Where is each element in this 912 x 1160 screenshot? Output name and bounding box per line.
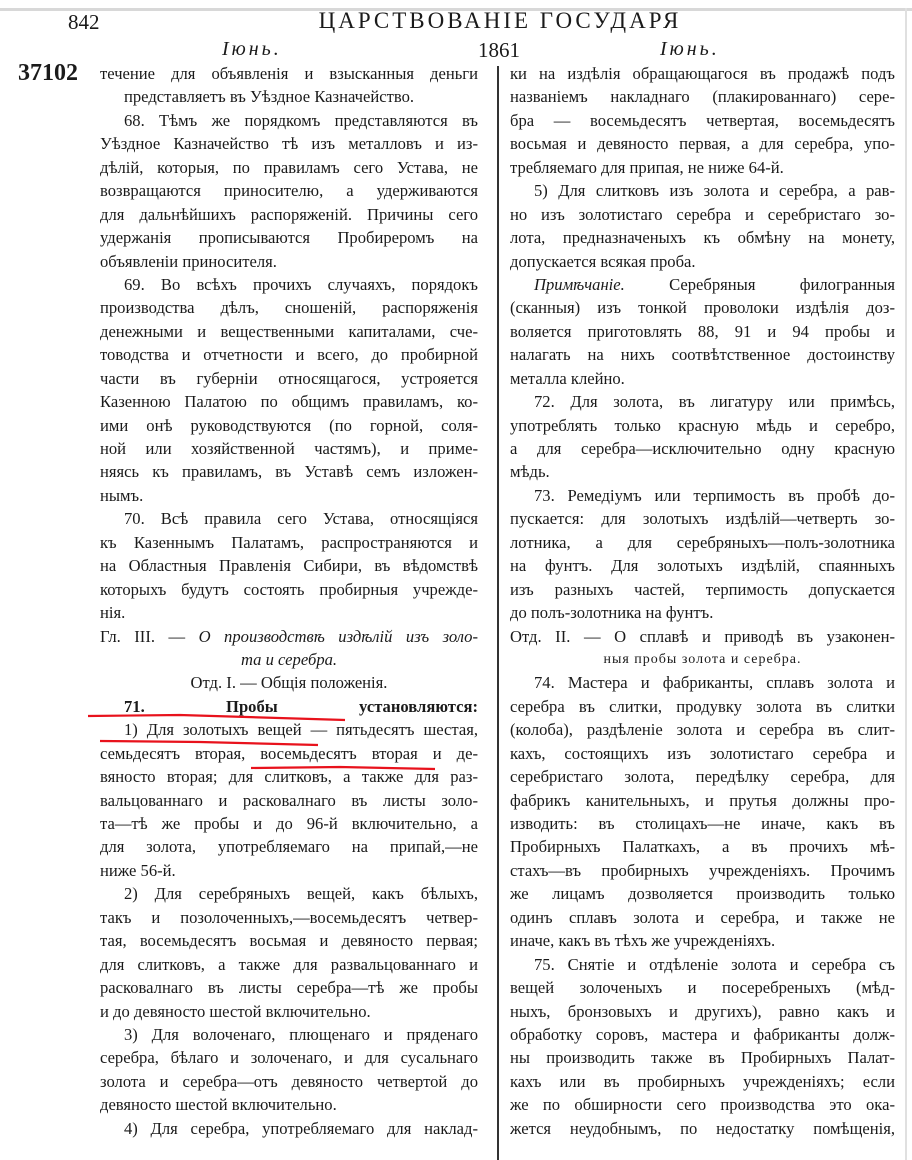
text-line: 69. Во всѣхъ прочихъ случаяхъ, порядокъ [124,274,478,294]
text-line: употреблять только красную мѣдь и серебро, [510,415,895,435]
text-line: на Областныя Правленія Сибири, въ вѣдомствѣ [100,556,478,576]
text-line: 4) Для серебра, употребляемаго для наклад- [124,1118,478,1138]
text-line: воляется приготовлять 88, 91 и 94 пробы и [510,321,895,341]
text-line: на фунтъ. Для золотыхъ издѣлій, спаянныхъ [510,556,895,576]
section-number: 37102 [18,60,78,86]
text-line: 71. Пробы установляются: [124,696,478,716]
underline-mark [100,741,318,745]
year: 1861 [478,38,520,62]
text-line: къ Казеннымъ Палатамъ, распространяются и [100,532,478,552]
text-line: вещей золоченыхъ и посеребреныхъ (мѣд- [510,978,895,998]
text-line: Казенною Палатою по общимъ правиламъ, ко- [100,392,478,412]
text-line: пускается: для золотыхъ издѣлій—четверть зо- [510,509,895,529]
italic-text: Примѣчаніе. [534,274,625,294]
text-line: 68. Тѣмъ же порядкомъ представляются въ [124,110,478,130]
text-line: 74. Мастера и фабриканты, сплавъ золота и [534,673,895,693]
text-line: 1) Для золотыхъ вещей — пятьдесятъ шестая, [124,720,478,740]
text-line: ими онѣ руководствуются (по горной, соля- [100,415,478,435]
text-line: расковалнаго въ листы серебра—тѣ же пробы [100,978,478,998]
text-line: 3) Для волоченаго, плющенаго и пряденаго [124,1024,478,1044]
underline-mark [88,715,345,720]
text-line: жется неудобнымъ, по недостатку помѣщенія, [510,1118,895,1138]
text-line: представляетъ въ Уѣздное Казначейство. [124,87,415,107]
text-line: ниже 56-й. [100,860,176,880]
text-line: иначе, какъ въ тѣхъ же учрежденіяхъ. [510,931,776,951]
text-line: серебра въ слитки, продувку золота въ слитки [510,696,895,716]
text-line: мѣдь. [510,462,550,482]
text-line: денежными и вещественными капиталами, сче- [100,321,478,341]
text-line: ныя пробы золота и серебра. [603,651,802,667]
text-line: металла клейно. [510,368,625,388]
running-head: ЦАРСТВОВАНІЕ ГОСУДАРЯ [318,8,682,33]
text-line: нымъ. [100,485,144,505]
text-line: такъ и позолоченныхъ,—восемьдесятъ четвер- [100,907,478,927]
text-line: 2) Для серебряныхъ вещей, какъ бѣлыхъ, [124,884,478,904]
text-line: части въ губерніи относящагося, устрояется [100,368,478,388]
text-line: налагать на нихъ соотвѣтственное достоинству [510,345,895,365]
text-line: Отд. II. — О сплавѣ и приводѣ въ узаконен- [510,626,895,646]
italic-text: О производствѣ издѣлій изъ золо- [198,626,478,646]
text-span: Серебряныя филогранныя [624,274,895,294]
underline-mark [251,767,435,769]
text-span: Гл. III. — [100,626,199,646]
italic-text: та и серебра. [240,649,338,669]
text-line: возвращаются приносителю, а удерживаются [100,181,478,201]
text-line: ны производить также въ Пробирныхъ Палат- [510,1048,895,1068]
text-line: 72. Для золота, въ лигатуру или примѣсь, [534,392,895,412]
text-line: стахъ—въ пробирныхъ учрежденіяхъ. Прочимъ [510,860,895,880]
text-line: которыхъ будутъ состоять пробирныя учрежде- [100,579,478,599]
text-line: (сканныя) изъ тонкой проволоки издѣлія доз- [510,298,895,318]
text-line: товодства и отчетности и всего, до пробирной [100,345,478,365]
month-right: Іюнь. [660,38,720,60]
text-line: семьдесятъ вторая, восемьдесятъ вторая и де- [100,743,478,763]
text-line: изводить: въ столицахъ—не иначе, какъ въ [510,814,895,833]
text-line: дѣлій, которыя, по правиламъ сего Устава, не [100,157,478,177]
text-line: названіемъ накладнаго (плакированнаго) сере- [510,87,895,107]
text-line: нія. [100,603,126,623]
text-line: производства дѣлъ, сношеній, распоряженія [100,298,478,318]
text-line: тая, восемьдесятъ восьмая и девяносто первая; [100,931,478,951]
text-line: одинъ сплавъ золота и серебра, и также не [510,907,895,927]
text-line: для золота, употребляемаго на припай,—не [100,837,478,857]
text-line: Пробирныхъ Палаткахъ, а въ прочихъ мѣ- [510,837,895,857]
text-line: 75. Снятіе и отдѣленіе золота и серебра съ [534,954,895,974]
text-line: обработку соровъ, мастера и фабриканты долж- [510,1024,895,1044]
text-line: (колоба), раздѣленіе золота и серебра въ слит- [510,720,895,740]
text-line: 5) Для слитковъ изъ золота и серебра, а рав- [534,181,895,201]
text-line: течение для объявленія и взысканныя деньги [100,64,478,83]
text-line: 73. Ремедіумъ или терпимость въ пробѣ до- [534,485,895,505]
text-line: та—тѣ же пробы и до 96-й включительно, а [100,814,478,833]
text-line: же лицамъ дозволяется производить только [510,884,895,904]
text-line: вяносто вторая; для слитковъ, а также для раз- [100,767,478,787]
text-line: до полъ-золотника на фунтъ. [510,603,714,623]
text-line: золота и серебра—отъ девяносто четвертой до [100,1071,478,1091]
text-line: для дальнѣйшихъ распоряженій. Причины сего [100,204,478,224]
text-line: Уѣздное Казначейство тѣ изъ металловъ и из- [100,134,478,154]
text-line: серебра, бѣлаго и золоченаго, и для сусальнаго [100,1048,478,1068]
text-line: серебристаго золота, передѣлку серебра, для [510,767,895,787]
text-line: бра — восемьдесятъ четвертая, восемьдесятъ [510,110,895,130]
text-line: лотника, а для серебряныхъ—полъ-золотника [510,532,895,552]
text-line: объявленіи приносителя. [100,251,277,271]
text-line: няясь къ правиламъ, въ Уставѣ семъ изложен- [100,462,478,482]
text-line: лота, предназначеныхъ къ обмѣну на монету, [510,228,895,248]
text-line: девяносто шестой включительно. [100,1095,337,1115]
text-line: допускается всякая проба. [510,251,696,271]
text-line: ки на издѣлія обращающагося въ продажѣ подъ [510,64,895,83]
text-line: же по обширности сего производства это ока- [510,1095,895,1115]
text-line: удержанія прописываются Пробирeромъ на [100,228,478,248]
month-left: Іюнь. [222,38,282,60]
text-line: но изъ золотистаго серебра и серебристаго зо- [510,204,895,224]
text-line: Отд. I. — Общія положенія. [190,673,388,693]
text-line: восьмая и девяносто первая, а для серебра, упо- [510,134,895,154]
text-line: для слитковъ, а также для развальцованнаго и [100,954,478,974]
text-line: вальцованнаго и расковалнаго въ листы золо- [100,790,478,810]
text-line: ныхъ, бронзовыхъ и другихъ), равно какъ и [510,1001,895,1021]
text-line: изъ разныхъ частей, терпимость допускается [510,579,895,599]
text-line: требляемаго для припая, не ниже 64-й. [510,157,784,177]
text-line: ной или хозяйственной частямъ), и приме- [100,439,478,458]
text-line: фабрикъ канительныхъ, и прутья должны про- [510,790,895,810]
text-line: и до девяносто шестой включительно. [100,1001,371,1021]
text-line: 70. Всѣ правила сего Устава, относящіяся [124,509,478,529]
text-line: кахъ, состоящихъ изъ золотистаго серебра и [510,743,895,763]
page-number: 842 [68,10,100,34]
text-line: кахъ или въ пробирныхъ учрежденіяхъ; если [510,1071,895,1091]
text-line: а для серебра—исключительно одну красную [510,439,895,458]
